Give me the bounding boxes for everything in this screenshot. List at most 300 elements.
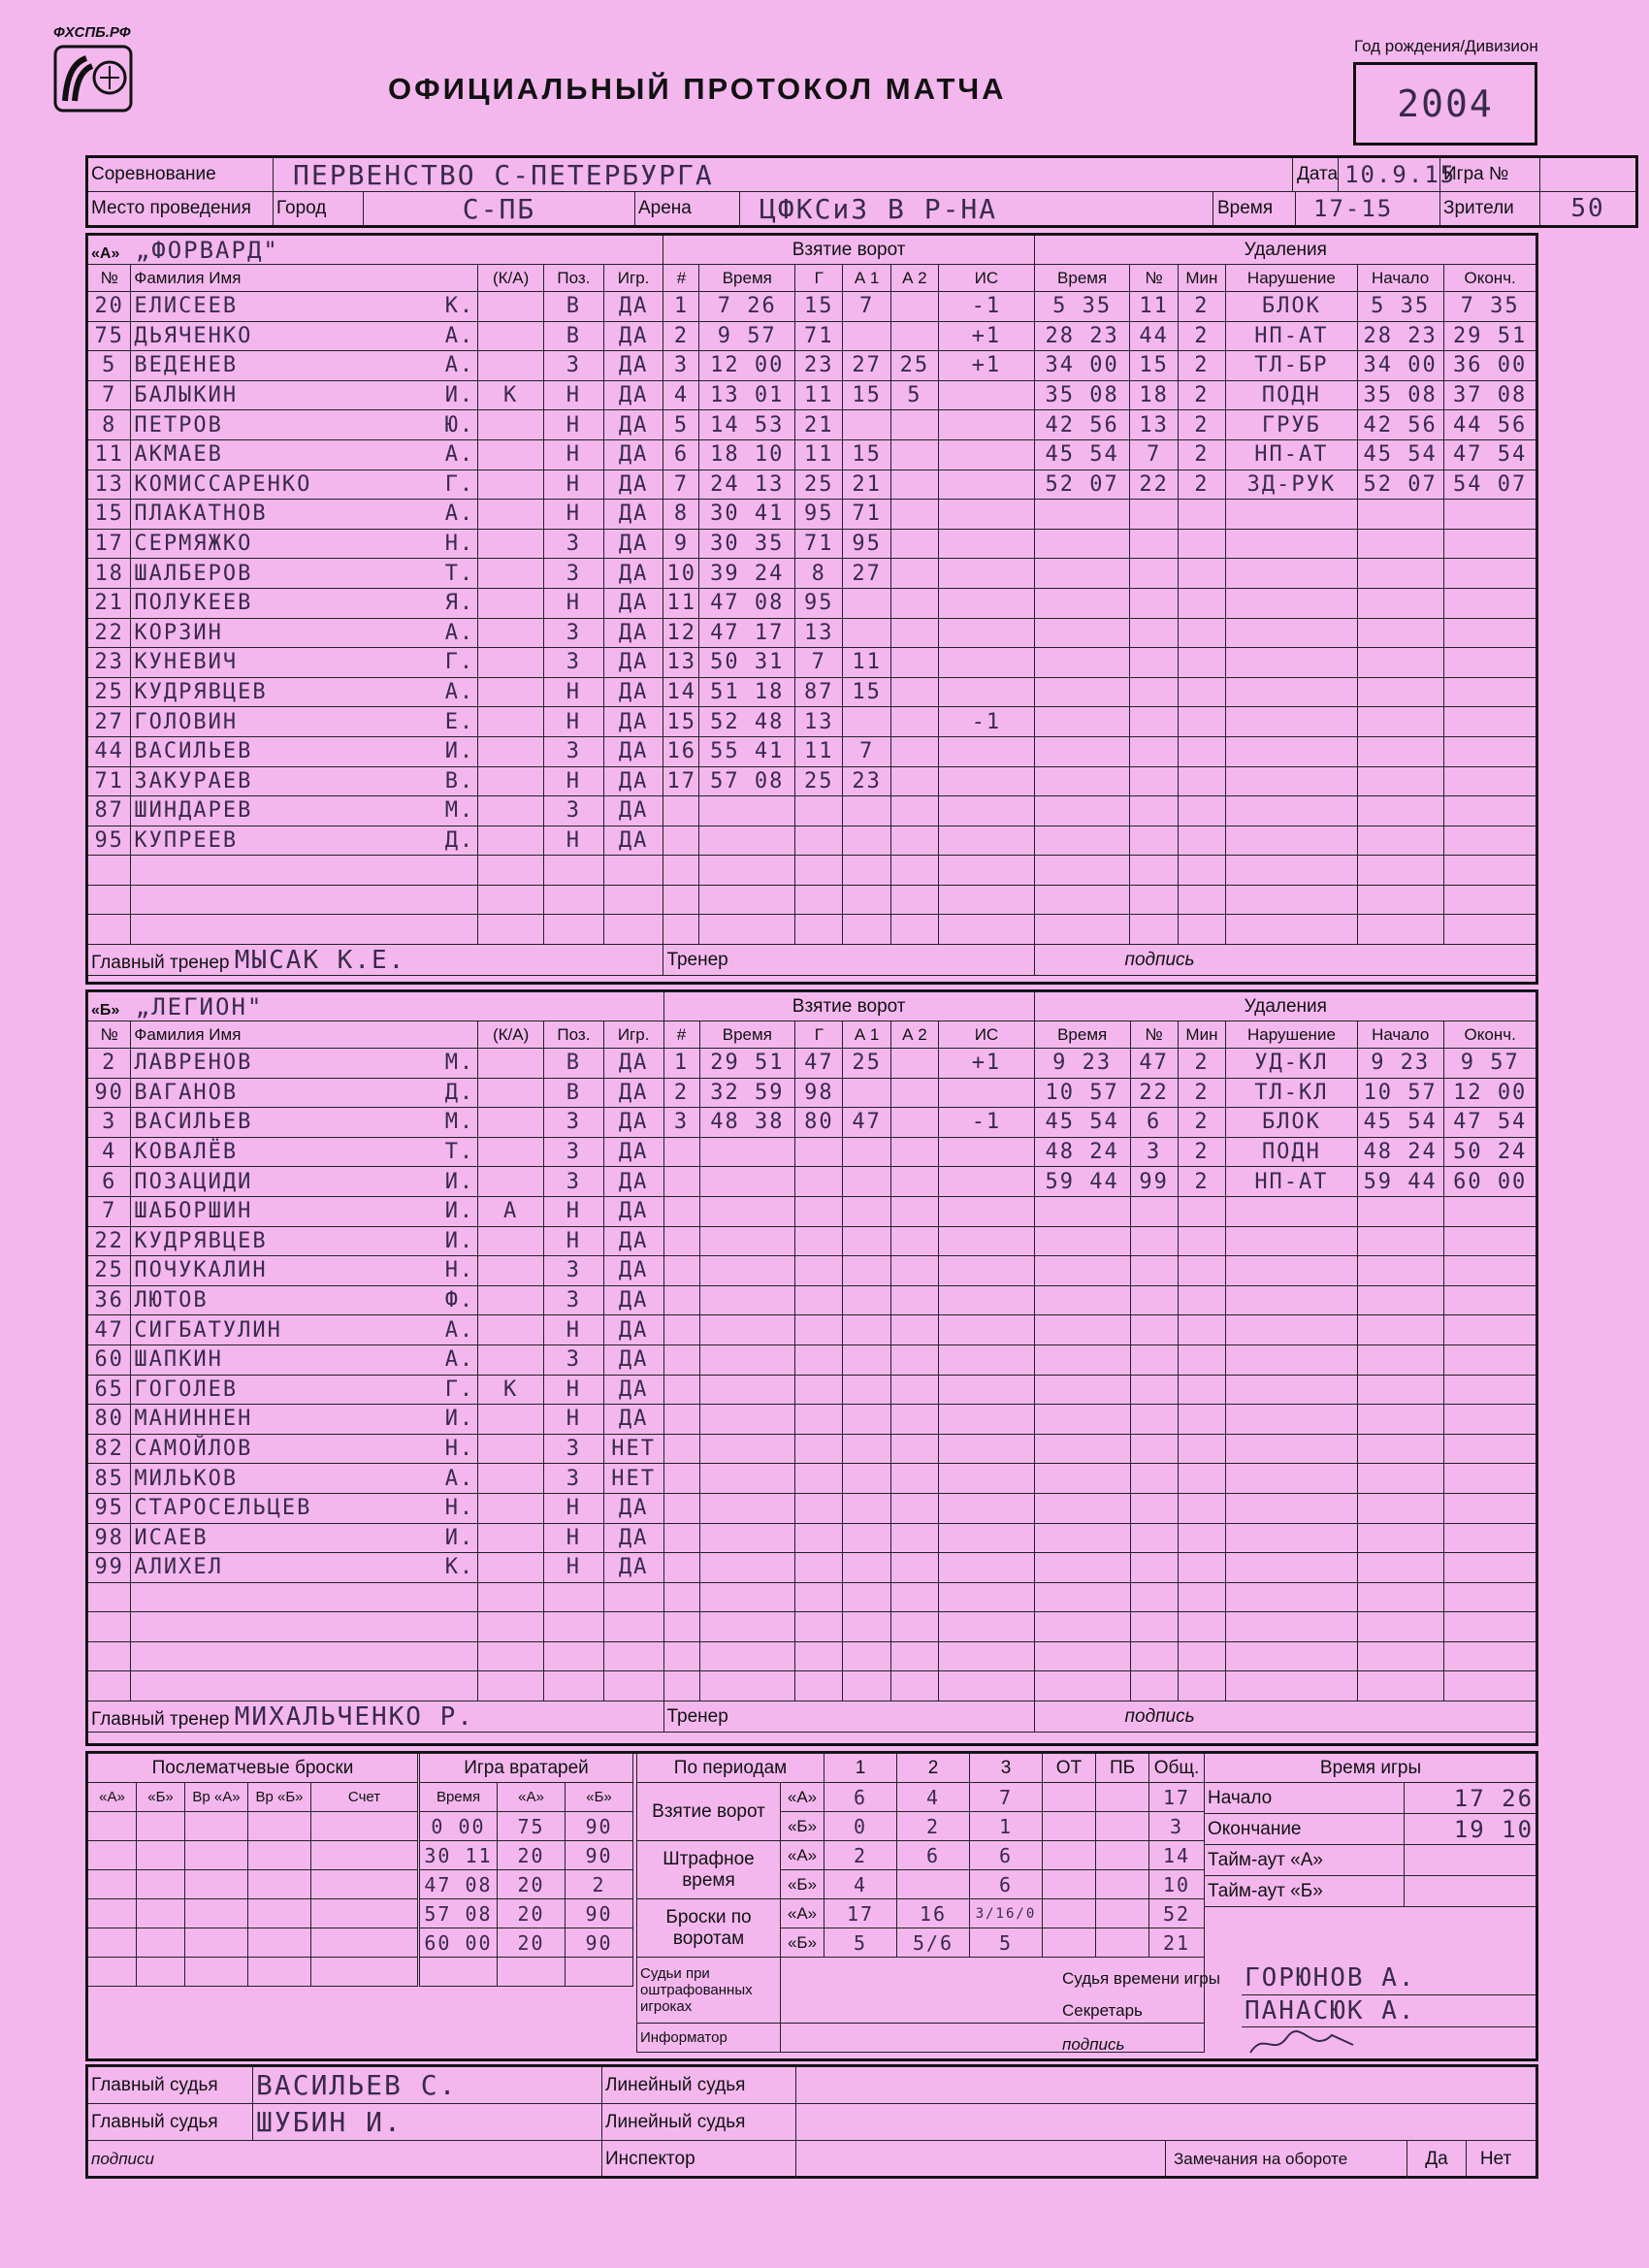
- player-ka: [478, 1582, 544, 1612]
- player-name: [131, 351, 478, 381]
- player-number: 85: [88, 1464, 131, 1494]
- goal-scorer: 8: [795, 559, 843, 589]
- goal-number: 16: [663, 736, 699, 766]
- goal-assist-1: 23: [843, 766, 890, 796]
- player-played: ДА: [603, 439, 663, 470]
- column-header-a2: А 2: [890, 1021, 938, 1049]
- goal-assist-1: [843, 1137, 890, 1167]
- period-value: 17: [824, 1899, 897, 1928]
- period-value: 6: [970, 1870, 1043, 1899]
- column-header-pnum: №: [1130, 1021, 1178, 1049]
- player-initial: В.: [444, 768, 475, 794]
- penalty-minutes: [1178, 1612, 1225, 1642]
- column-header-g: Г: [795, 265, 843, 292]
- player-surname: САМОЙЛОВ: [134, 1437, 253, 1462]
- team-a-head-coach-cell: [88, 945, 663, 976]
- player-position: Н: [544, 677, 604, 707]
- player-name: [131, 856, 478, 886]
- team-tag: «Б»: [781, 1928, 824, 1958]
- penalty-player: [1130, 1375, 1178, 1405]
- goal-assist-1: [843, 1167, 890, 1197]
- player-number: 36: [88, 1285, 131, 1315]
- player-position: Н: [544, 707, 604, 737]
- goal-scorer: [795, 1345, 843, 1375]
- penalty-infraction: [1226, 856, 1358, 886]
- goal-number: [663, 1405, 699, 1435]
- goal-assist-2: 5: [890, 380, 938, 410]
- goalies-col: «Б»: [566, 1783, 633, 1812]
- goal-strength: [939, 1375, 1035, 1405]
- period-value: 21: [1149, 1928, 1205, 1958]
- goal-scorer: [795, 1641, 843, 1671]
- player-played: ДА: [603, 1196, 663, 1226]
- player-ka: [478, 1256, 544, 1286]
- penalty-end: [1443, 1493, 1536, 1523]
- penalty-infraction: [1226, 1345, 1358, 1375]
- penalty-start: 5 35: [1357, 292, 1443, 322]
- table-row: [88, 1285, 1537, 1315]
- table-row: [88, 1078, 1537, 1108]
- penalty-time: [1034, 885, 1130, 915]
- goal-time: 24 13: [699, 470, 795, 500]
- penalty-minutes: [1178, 856, 1225, 886]
- penalty-start: [1357, 618, 1443, 648]
- column-header-min: Мин: [1178, 1021, 1225, 1049]
- player-number: [88, 1582, 131, 1612]
- player-number: 27: [88, 707, 131, 737]
- penalty-minutes: 2: [1178, 410, 1225, 440]
- goal-scorer: [795, 1671, 843, 1701]
- goal-strength: [939, 529, 1035, 559]
- player-name: [131, 1671, 478, 1701]
- period-col: 1: [824, 1754, 897, 1783]
- player-played: ДА: [603, 707, 663, 737]
- player-initial: И.: [444, 1199, 475, 1224]
- penalty-player: [1130, 796, 1178, 826]
- goal-scorer: [795, 1523, 843, 1553]
- goalie-row: [420, 1841, 633, 1870]
- penalty-start: [1357, 856, 1443, 886]
- player-played: [603, 915, 663, 945]
- penalty-minutes: [1178, 1464, 1225, 1494]
- remarks-no[interactable]: Нет: [1466, 2141, 1525, 2178]
- goal-number: [663, 1137, 699, 1167]
- table-row: [88, 1137, 1537, 1167]
- goalie-b: 2: [566, 1870, 633, 1899]
- table-row: [88, 292, 1537, 322]
- player-played: ДА: [603, 618, 663, 648]
- player-played: ДА: [603, 351, 663, 381]
- team-tag: «Б»: [781, 1812, 824, 1841]
- column-header-name: Фамилия Имя: [131, 1021, 478, 1049]
- goal-number: 15: [663, 707, 699, 737]
- team-a-team-tag: «А»: [91, 244, 120, 262]
- player-ka: [478, 1671, 544, 1701]
- penalty-infraction: [1226, 1196, 1358, 1226]
- goal-assist-2: [890, 588, 938, 618]
- main-ref-label: Главный судья: [88, 2067, 253, 2104]
- team-b-team-name: „ЛЕГИОН": [119, 992, 264, 1021]
- penalty-infraction: ПОДН: [1226, 380, 1358, 410]
- goal-assist-1: [843, 1256, 890, 1286]
- penalty-start: [1357, 648, 1443, 678]
- player-initial: А.: [444, 502, 475, 527]
- penalty-minutes: [1178, 588, 1225, 618]
- goal-time: 52 48: [699, 707, 795, 737]
- goal-scorer: 15: [795, 292, 843, 322]
- player-name: [131, 559, 478, 589]
- player-name: [131, 1049, 478, 1079]
- goal-assist-1: 15: [843, 439, 890, 470]
- penalty-end: 7 35: [1443, 292, 1536, 322]
- player-number: [88, 885, 131, 915]
- penalty-infraction: [1226, 1434, 1358, 1464]
- player-played: [603, 1671, 663, 1701]
- goalie-a: [498, 1958, 566, 1987]
- goalie-time: 47 08: [420, 1870, 498, 1899]
- goal-number: [663, 1226, 699, 1256]
- player-surname: МИЛЬКОВ: [134, 1466, 239, 1491]
- penalty-time: 10 57: [1034, 1078, 1130, 1108]
- goal-strength: [939, 1612, 1035, 1642]
- player-surname: КОВАЛЁВ: [134, 1140, 239, 1165]
- player-name: [131, 915, 478, 945]
- goal-number: 1: [663, 1049, 699, 1079]
- player-number: [88, 915, 131, 945]
- player-played: НЕТ: [603, 1464, 663, 1494]
- player-surname: ВЕДЕНЕВ: [134, 353, 239, 378]
- player-ka: [478, 1315, 544, 1345]
- goal-strength: [939, 380, 1035, 410]
- penalty-start: [1357, 1641, 1443, 1671]
- player-ka: [478, 1167, 544, 1197]
- player-played: ДА: [603, 500, 663, 530]
- goal-assist-2: [890, 1434, 938, 1464]
- table-row: [88, 1108, 1537, 1138]
- team-tag: «А»: [781, 1783, 824, 1812]
- penalty-infraction: [1226, 1285, 1358, 1315]
- player-initial: М.: [444, 1051, 475, 1076]
- goal-assist-2: [890, 707, 938, 737]
- penalty-player: 3: [1130, 1137, 1178, 1167]
- penalty-start: 9 23: [1357, 1049, 1443, 1079]
- player-name: [131, 1464, 478, 1494]
- column-header-no: №: [88, 1021, 131, 1049]
- penalty-time: [1034, 1196, 1130, 1226]
- team-a-team-name-cell: [88, 236, 663, 265]
- goal-scorer: [795, 915, 843, 945]
- goal-number: [663, 1167, 699, 1197]
- goalie-b: 90: [566, 1841, 633, 1870]
- penalty-player: 47: [1130, 1049, 1178, 1079]
- player-ka: [478, 500, 544, 530]
- table-row: [88, 648, 1537, 678]
- penalty-start: [1357, 1375, 1443, 1405]
- column-header-start: Начало: [1357, 265, 1443, 292]
- player-name: [131, 1226, 478, 1256]
- penalty-start: [1357, 1671, 1443, 1701]
- penalty-player: 18: [1130, 380, 1178, 410]
- penalty-player: [1130, 1671, 1178, 1701]
- goal-scorer: [795, 856, 843, 886]
- player-ka: [478, 410, 544, 440]
- arena-label: Арена: [635, 192, 740, 227]
- penalty-end: [1443, 588, 1536, 618]
- player-initial: И.: [444, 1228, 475, 1253]
- period-value: 6: [824, 1783, 897, 1812]
- penalty-infraction: [1226, 796, 1358, 826]
- goal-assist-1: 7: [843, 736, 890, 766]
- goal-assist-1: [843, 1641, 890, 1671]
- player-surname: ДЬЯЧЕНКО: [134, 323, 253, 348]
- player-played: ДА: [603, 588, 663, 618]
- player-position: [544, 1641, 604, 1671]
- penalty-infraction: [1226, 736, 1358, 766]
- goal-strength: [939, 410, 1035, 440]
- player-surname: ПОЛУКЕЕВ: [134, 591, 253, 616]
- penalty-infraction: [1226, 915, 1358, 945]
- shootout-col: «Б»: [137, 1783, 185, 1812]
- goal-scorer: 13: [795, 618, 843, 648]
- player-surname: СЕРМЯЖКО: [134, 532, 253, 557]
- goal-scorer: [795, 796, 843, 826]
- player-played: ДА: [603, 1375, 663, 1405]
- goal-strength: [939, 766, 1035, 796]
- goal-time: [699, 915, 795, 945]
- player-position: Н: [544, 1405, 604, 1435]
- goal-assist-1: [843, 1226, 890, 1256]
- player-played: ДА: [603, 796, 663, 826]
- player-name: [131, 826, 478, 856]
- period-value: 6: [897, 1841, 970, 1870]
- player-number: 5: [88, 351, 131, 381]
- table-row: [88, 1167, 1537, 1197]
- goal-scorer: [795, 1256, 843, 1286]
- period-value: [1096, 1841, 1149, 1870]
- table-row: [88, 1612, 1537, 1642]
- penalty-end: [1443, 618, 1536, 648]
- goal-scorer: 23: [795, 351, 843, 381]
- period-col: ОТ: [1043, 1754, 1096, 1783]
- penalty-start: 10 57: [1357, 1078, 1443, 1108]
- goal-assist-1: 15: [843, 380, 890, 410]
- penalty-minutes: [1178, 766, 1225, 796]
- penalty-end: [1443, 500, 1536, 530]
- player-surname: КУПРЕЕВ: [134, 827, 239, 853]
- penalty-end: 60 00: [1443, 1167, 1536, 1197]
- penalty-start: [1357, 1493, 1443, 1523]
- player-name: [131, 1434, 478, 1464]
- goal-assist-2: [890, 677, 938, 707]
- goalie-a: 75: [498, 1812, 566, 1841]
- team-tag: «Б»: [781, 1870, 824, 1899]
- period-row-goals: [637, 1783, 1205, 1812]
- player-initial: Я.: [444, 591, 475, 616]
- player-position: [544, 1671, 604, 1701]
- goalie-time: 30 11: [420, 1841, 498, 1870]
- goal-assist-2: [890, 648, 938, 678]
- player-initial: А.: [444, 1466, 475, 1491]
- goal-time: [699, 1523, 795, 1553]
- player-position: З: [544, 559, 604, 589]
- goal-number: [663, 1345, 699, 1375]
- player-number: [88, 1641, 131, 1671]
- penalty-time: [1034, 1405, 1130, 1435]
- penalty-start: [1357, 826, 1443, 856]
- player-played: [603, 1612, 663, 1642]
- goal-number: 4: [663, 380, 699, 410]
- player-surname: ВАСИЛЬЕВ: [134, 1110, 253, 1135]
- table-row: [88, 1256, 1537, 1286]
- player-position: Н: [544, 1493, 604, 1523]
- penalty-player: [1130, 1523, 1178, 1553]
- player-position: З: [544, 529, 604, 559]
- penalty-infraction: [1226, 1464, 1358, 1494]
- table-row: [88, 321, 1537, 351]
- player-name: [131, 500, 478, 530]
- goal-strength: [939, 736, 1035, 766]
- player-number: 23: [88, 648, 131, 678]
- column-header-pnum: №: [1130, 265, 1178, 292]
- penalty-end: [1443, 1553, 1536, 1583]
- period-value: [1096, 1783, 1149, 1812]
- goal-assist-1: [843, 1612, 890, 1642]
- team-b-team-name-cell: [88, 992, 664, 1021]
- column-header-played: Игр.: [603, 1021, 663, 1049]
- goal-number: [663, 826, 699, 856]
- player-position: З: [544, 1167, 604, 1197]
- remarks-yes[interactable]: Да: [1406, 2141, 1466, 2178]
- penalty-end: [1443, 648, 1536, 678]
- penalty-end: [1443, 677, 1536, 707]
- goal-assist-1: 11: [843, 648, 890, 678]
- player-initial: Т.: [444, 1140, 475, 1165]
- goal-time: 30 35: [699, 529, 795, 559]
- penalty-player: [1130, 736, 1178, 766]
- player-ka: [478, 766, 544, 796]
- goalie-b: 90: [566, 1812, 633, 1841]
- penalty-player: [1130, 648, 1178, 678]
- penalty-player: [1130, 1493, 1178, 1523]
- penalty-start: [1357, 1464, 1443, 1494]
- penalty-end: [1443, 856, 1536, 886]
- goal-time: 39 24: [699, 559, 795, 589]
- line-ref-label: Линейный судья: [602, 2104, 796, 2141]
- penalty-start: 48 24: [1357, 1137, 1443, 1167]
- penalty-infraction: [1226, 707, 1358, 737]
- period-value: 16: [897, 1899, 970, 1928]
- player-position: [544, 915, 604, 945]
- player-surname: КУДРЯВЦЕВ: [134, 680, 268, 705]
- game-no-label: Игра №: [1440, 157, 1540, 192]
- goal-strength: [939, 1671, 1035, 1701]
- penalty-player: 15: [1130, 351, 1178, 381]
- penalty-minutes: 2: [1178, 1049, 1225, 1079]
- goal-strength: [939, 885, 1035, 915]
- goal-assist-2: [890, 1108, 938, 1138]
- player-position: Н: [544, 1196, 604, 1226]
- penalty-infraction: НП-АТ: [1226, 321, 1358, 351]
- penalty-start: [1357, 1405, 1443, 1435]
- goal-assist-2: [890, 1493, 938, 1523]
- penalty-player: [1130, 1345, 1178, 1375]
- penalty-end: 29 51: [1443, 321, 1536, 351]
- goal-strength: [939, 1285, 1035, 1315]
- goal-scorer: 13: [795, 707, 843, 737]
- player-initial: Д.: [444, 827, 475, 853]
- goal-assist-1: [843, 1553, 890, 1583]
- goal-assist-2: [890, 766, 938, 796]
- secretary-value: ПАНАСЮК А.: [1242, 1994, 1536, 2026]
- player-surname: ЕЛИСЕЕВ: [134, 294, 239, 319]
- team-a-team-name: „ФОРВАРД": [119, 236, 279, 264]
- player-position: В: [544, 321, 604, 351]
- team-a-tables: [87, 235, 1536, 976]
- goal-strength: [939, 1137, 1035, 1167]
- player-initial: Г.: [444, 1377, 475, 1402]
- goal-time: 18 10: [699, 439, 795, 470]
- player-surname: ПЕТРОВ: [134, 412, 223, 437]
- penalty-end: [1443, 1671, 1536, 1701]
- goal-assist-2: [890, 915, 938, 945]
- player-played: ДА: [603, 380, 663, 410]
- date-label-visible: Дата: [1293, 158, 1339, 191]
- player-position: З: [544, 1345, 604, 1375]
- goal-time: 9 57: [699, 321, 795, 351]
- time-judge-value: ГОРЮНОВ А.: [1242, 1962, 1536, 1994]
- shootout-col: «А»: [88, 1783, 137, 1812]
- goal-assist-1: [843, 1315, 890, 1345]
- game-time-table: [1204, 1753, 1537, 1907]
- timeout-b-label: Тайм-аут «Б»: [1205, 1876, 1405, 1907]
- goal-number: [663, 1434, 699, 1464]
- player-name: [131, 380, 478, 410]
- goal-number: [663, 1612, 699, 1642]
- goal-strength: -1: [939, 707, 1035, 737]
- goal-assist-2: [890, 1078, 938, 1108]
- goal-strength: [939, 1405, 1035, 1435]
- penalty-end: [1443, 1345, 1536, 1375]
- penalty-minutes: [1178, 796, 1225, 826]
- team-b-team-tag: «Б»: [91, 1001, 120, 1019]
- column-header-num: #: [663, 1021, 699, 1049]
- penalty-infraction: [1226, 529, 1358, 559]
- goal-assist-2: [890, 1582, 938, 1612]
- penalty-minutes: [1178, 1582, 1225, 1612]
- table-row: [88, 1196, 1537, 1226]
- penalized-judges-label: Судьи при оштрафованных игроках: [637, 1958, 781, 2024]
- goal-time: [699, 1671, 795, 1701]
- goal-scorer: 95: [795, 588, 843, 618]
- player-played: ДА: [603, 1226, 663, 1256]
- player-position: Н: [544, 410, 604, 440]
- goalie-row: [420, 1812, 633, 1841]
- goal-scorer: 80: [795, 1108, 843, 1138]
- player-name: [131, 588, 478, 618]
- goalies-col: Время: [420, 1783, 498, 1812]
- player-position: З: [544, 1434, 604, 1464]
- coach-label: Тренер: [663, 1701, 1034, 1733]
- page-title: ОФИЦИАЛЬНЫЙ ПРОТОКОЛ МАТЧА: [388, 72, 1007, 106]
- team-a-head-coach-value: МЫСАК К.Е.: [234, 945, 406, 975]
- goal-time: [699, 1641, 795, 1671]
- player-ka: [478, 1137, 544, 1167]
- goal-assist-1: 27: [843, 559, 890, 589]
- table-row: [88, 1671, 1537, 1701]
- player-name: [131, 1582, 478, 1612]
- player-position: З: [544, 1464, 604, 1494]
- goal-time: [699, 1196, 795, 1226]
